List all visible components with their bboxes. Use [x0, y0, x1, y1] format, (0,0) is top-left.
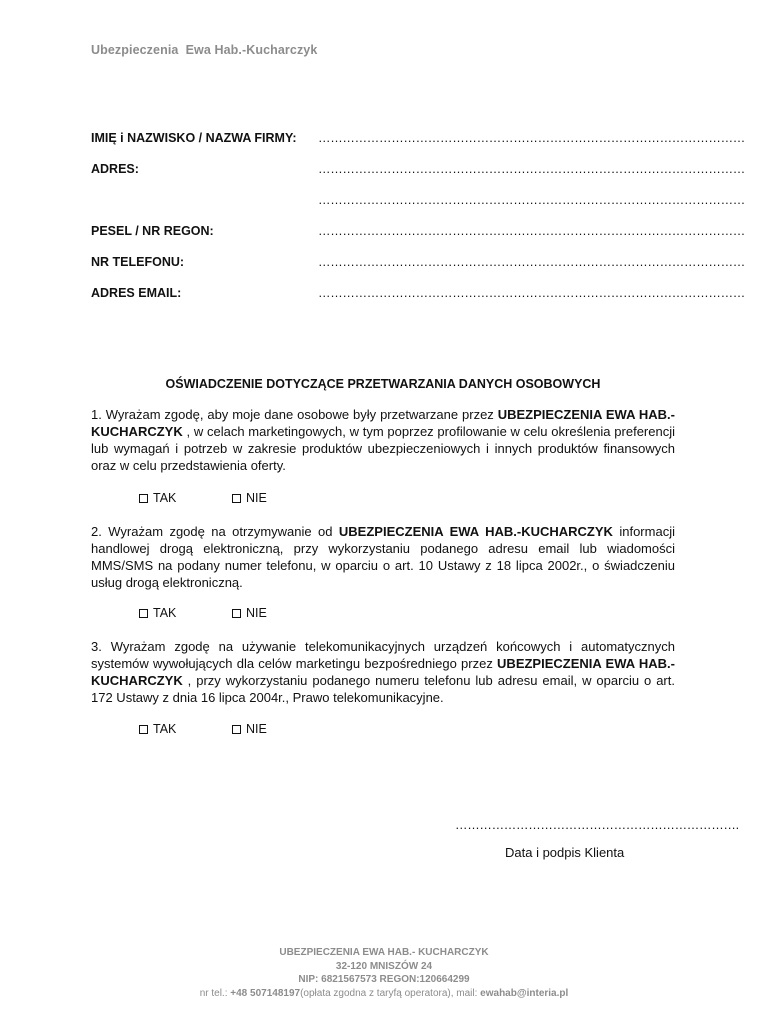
- checkbox-icon[interactable]: [232, 609, 241, 618]
- consent-2-yes-label: TAK: [153, 606, 177, 620]
- consent-3-text-before: 3. Wyrażam zgodę na używanie telekomunikacyjnych urządzeń końcowych i automatycznych systemów wywołujących dla celów marketingu bezpośredniego przez: [91, 639, 675, 671]
- footer: [84, 946, 684, 1000]
- signature-label: Data i podpis Klienta: [505, 845, 625, 860]
- address-field-blank-line2[interactable]: ……………………………………………………………………………………………: [318, 193, 746, 207]
- footer-contact: [84, 987, 684, 1001]
- name-field-row: [91, 131, 746, 149]
- footer-phone-note: (opłata zgodna z taryfą operatora), mail:: [300, 987, 481, 999]
- consent-3-yes-option[interactable]: [139, 722, 176, 736]
- consent-2-no-option[interactable]: [232, 606, 267, 620]
- address-field-label: ADRES:: [91, 162, 139, 176]
- address-field-row-2: [91, 193, 746, 211]
- consent-1-yes-label: TAK: [153, 491, 177, 505]
- email-field-blank[interactable]: ……………………………………………………………………………………………: [318, 286, 746, 300]
- footer-address: 32-120 MNISZÓW 24: [335, 960, 433, 972]
- statement-title: OŚWIADCZENIE DOTYCZĄCE PRZETWARZANIA DANYCH OSOBOWYCH: [165, 377, 601, 391]
- address-field-row: [91, 162, 746, 180]
- name-field-label: IMIĘ i NAZWISKO / NAZWA FIRMY:: [91, 131, 297, 145]
- pesel-field-blank[interactable]: ……………………………………………………………………………………………: [318, 224, 746, 238]
- consent-2-company: UBEZPIECZENIA EWA HAB.-KUCHARCZYK: [338, 524, 613, 539]
- footer-phone: +48 507148197: [230, 987, 301, 999]
- consent-1-company: UBEZPIECZENIA EWA HAB.-KUCHARCZYK: [91, 407, 675, 439]
- header-company-name: Ubezpieczenia Ewa Hab.-Kucharczyk: [91, 43, 318, 57]
- footer-email[interactable]: ewahab@interia.pl: [480, 987, 569, 999]
- checkbox-icon[interactable]: [139, 494, 148, 503]
- consent-paragraph-3: [91, 638, 675, 706]
- name-field-blank[interactable]: ……………………………………………………………………………………………: [318, 131, 746, 145]
- consent-3-no-option[interactable]: [232, 722, 267, 736]
- consent-1-no-option[interactable]: [232, 491, 267, 505]
- consent-3-company: UBEZPIECZENIA EWA HAB.-KUCHARCZYK: [91, 656, 675, 688]
- consent-1-no-label: NIE: [246, 491, 267, 505]
- footer-company: UBEZPIECZENIA EWA HAB.- KUCHARCZYK: [279, 947, 489, 958]
- phone-field-row: [91, 255, 746, 273]
- consent-paragraph-2: [91, 523, 675, 591]
- consent-2-text-after: informacji handlowej drogą elektroniczną, przy wykorzystaniu podanego adresu email lub wiadomości MMS/SMS na podany numer telefonu, w oparciu o art. 10 Ustawy z 18 lipca 2002r., o świadczeniu usług drogą elektroniczną.: [91, 524, 675, 590]
- checkbox-icon[interactable]: [232, 494, 241, 503]
- checkbox-icon[interactable]: [232, 725, 241, 734]
- consent-1-text-before: 1. Wyrażam zgodę, aby moje dane osobowe były przetwarzane przez: [91, 407, 498, 422]
- email-field-label: ADRES EMAIL:: [91, 286, 182, 300]
- phone-field-blank[interactable]: ……………………………………………………………………………………………: [318, 255, 746, 269]
- consent-2-text-before: 2. Wyrażam zgodę na otrzymywanie od: [91, 524, 339, 539]
- pesel-field-row: [91, 224, 746, 242]
- checkbox-icon[interactable]: [139, 609, 148, 618]
- consent-2-yes-option[interactable]: [139, 606, 176, 620]
- checkbox-icon[interactable]: [139, 725, 148, 734]
- signature-blank[interactable]: …………………………………………………………….: [455, 818, 739, 832]
- consent-paragraph-1: [91, 406, 675, 474]
- consent-2-no-label: NIE: [246, 606, 267, 620]
- consent-1-text-after: , w celach marketingowych, w tym poprzez profilowanie w celu określenia preferencji lub wymagań i potrzeb w zakresie produktów ubezpieczeniowych i innych produktów finansowych oraz w celu przedstawienia oferty.: [91, 424, 675, 473]
- email-field-row: [91, 286, 746, 304]
- address-field-blank-line1[interactable]: ……………………………………………………………………………………………: [318, 162, 746, 176]
- consent-3-text-after: , przy wykorzystaniu podanego numeru telefonu lub adresu email, w oparciu o art. 172 Ustawy z dnia 16 lipca 2004r., Prawo telekomunikacyjne.: [91, 673, 675, 705]
- footer-tax-ids: NIP: 6821567573 REGON:120664299: [298, 974, 470, 985]
- consent-1-yes-option[interactable]: [139, 491, 176, 505]
- pesel-field-label: PESEL / NR REGON:: [91, 224, 214, 238]
- footer-phone-prefix: nr tel.:: [199, 987, 231, 999]
- consent-3-yes-label: TAK: [153, 722, 177, 736]
- consent-3-no-label: NIE: [246, 722, 267, 736]
- phone-field-label: NR TELEFONU:: [91, 255, 185, 269]
